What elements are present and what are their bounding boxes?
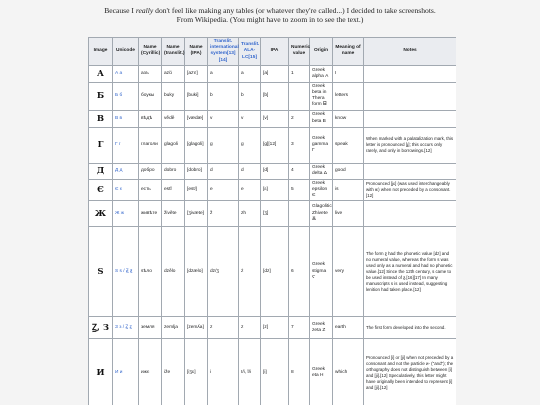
cell-name-cyrillic: живѣте	[139, 201, 162, 227]
cell-name-ipa: [dzælo]	[185, 227, 208, 317]
cell-image: Ꙁ, З	[89, 317, 113, 339]
cell-image: Ж	[89, 201, 113, 227]
column-header-numeric-value: Numeric value	[289, 38, 310, 66]
cell-meaning: which	[333, 339, 364, 405]
intro-line-1-end: don't feel like making any tables (or whatever they're called...) I decided to take screenshots.	[153, 6, 436, 15]
cell-translit-intl: a	[208, 65, 239, 82]
cyrillic-letters-table-screenshot	[88, 37, 456, 405]
cell-origin[interactable]: Greek epsilon Є	[310, 179, 333, 201]
table-row	[89, 82, 457, 110]
cell-notes	[364, 82, 457, 110]
cell-numeric-value: 8	[289, 339, 310, 405]
cell-numeric-value: 4	[289, 163, 310, 179]
cell-origin[interactable]: Greek beta Β	[310, 110, 333, 127]
cell-notes: Pronounced [i] or [ji] when not preceded by a consonant and not the particle и- ("and"); the orthography does not distinguish between [i] and [ji].[12] Speculatively, this letter might have originally been intended to represent [i] and [ji].[12]	[364, 339, 457, 405]
cell-image: Г	[89, 127, 113, 163]
cell-ipa: [dz]	[261, 227, 289, 317]
intro-line-2: From Wikipedia. (You might have to zoom in to see the text.)	[176, 15, 364, 24]
cell-unicode[interactable]: Б б	[113, 82, 139, 110]
cell-numeric-value	[289, 82, 310, 110]
cell-name-translit: dobro	[162, 163, 185, 179]
cell-origin[interactable]: Glagolitic Zhivete Ⰶ	[310, 201, 333, 227]
table-row	[89, 179, 457, 201]
cell-image: И	[89, 339, 113, 405]
cell-origin[interactable]: Greek gamma Γ	[310, 127, 333, 163]
cell-name-translit: zemlja	[162, 317, 185, 339]
cell-translit-intl: b	[208, 82, 239, 110]
cell-notes	[364, 110, 457, 127]
cell-meaning: letters	[333, 82, 364, 110]
cell-unicode[interactable]: А а	[113, 65, 139, 82]
column-header-ipa: IPA	[261, 38, 289, 66]
cell-translit-alalc: e	[239, 179, 261, 201]
cell-translit-intl: d	[208, 163, 239, 179]
cell-unicode[interactable]: Г г	[113, 127, 139, 163]
column-header-name-cyrillic: Name (Cyrillic)	[139, 38, 162, 66]
intro-text	[0, 6, 540, 24]
cell-ipa: [z]	[261, 317, 289, 339]
cell-meaning: is	[333, 179, 364, 201]
cell-translit-intl: e	[208, 179, 239, 201]
cell-name-translit: buky	[162, 82, 185, 110]
column-header-meaning: Meaning of name	[333, 38, 364, 66]
cell-name-cyrillic: азъ	[139, 65, 162, 82]
column-header-name-translit: Name (translit.)	[162, 38, 185, 66]
cell-numeric-value: 6	[289, 227, 310, 317]
column-header-translit-alalc: Translit. ALA-LC[15]	[239, 38, 261, 66]
cell-meaning: good	[333, 163, 364, 179]
cell-name-ipa: [dobro]	[185, 163, 208, 179]
cell-translit-alalc: ī/i, ĭ/i	[239, 339, 261, 405]
table-row	[89, 163, 457, 179]
cell-origin[interactable]: Greek zeta Ζ	[310, 317, 333, 339]
cell-translit-intl: z	[208, 317, 239, 339]
column-header-origin: Origin	[310, 38, 333, 66]
table-row	[89, 227, 457, 317]
cell-name-translit: dzělo	[162, 227, 185, 317]
cell-unicode[interactable]: З з / Ꙁ ꙁ	[113, 317, 139, 339]
cell-origin[interactable]: Greek alpha Α	[310, 65, 333, 82]
cell-name-ipa: [glagoli]	[185, 127, 208, 163]
cell-numeric-value: 3	[289, 127, 310, 163]
cell-ipa: [v]	[261, 110, 289, 127]
cell-translit-intl: i	[208, 339, 239, 405]
intro-line-1-start: Because I	[104, 6, 136, 15]
cell-translit-intl: ž	[208, 201, 239, 227]
table-header-row	[89, 38, 457, 66]
cell-image: Б	[89, 82, 113, 110]
column-header-translit-intl: Translit. international system[13][14]	[208, 38, 239, 66]
cell-meaning: earth	[333, 317, 364, 339]
cell-name-ipa: [azɤ]	[185, 65, 208, 82]
cell-name-translit: iže	[162, 339, 185, 405]
table-row	[89, 110, 457, 127]
cell-origin[interactable]: Greek delta Δ	[310, 163, 333, 179]
cyrillic-letters-table	[88, 37, 456, 405]
cell-meaning: live	[333, 201, 364, 227]
cell-image: Ѕ	[89, 227, 113, 317]
column-header-name-ipa: Name (IPA)	[185, 38, 208, 66]
cell-unicode[interactable]: Є є	[113, 179, 139, 201]
cell-numeric-value: 5	[289, 179, 310, 201]
cell-translit-intl: g	[208, 127, 239, 163]
cell-name-ipa: [bukɨ]	[185, 82, 208, 110]
cell-translit-alalc: a	[239, 65, 261, 82]
cell-ipa: [b]	[261, 82, 289, 110]
cell-numeric-value	[289, 201, 310, 227]
cell-origin[interactable]: Greek stigma Ϛ	[310, 227, 333, 317]
cell-ipa: [d]	[261, 163, 289, 179]
cell-numeric-value: 2	[289, 110, 310, 127]
cell-name-cyrillic: есть	[139, 179, 162, 201]
cell-notes	[364, 201, 457, 227]
table-row	[89, 127, 457, 163]
cell-meaning: I	[333, 65, 364, 82]
table-row	[89, 65, 457, 82]
cell-meaning: very	[333, 227, 364, 317]
cell-name-ipa: [zemʎa]	[185, 317, 208, 339]
cell-numeric-value: 1	[289, 65, 310, 82]
cell-name-ipa: [vædæ]	[185, 110, 208, 127]
cell-meaning: speak	[333, 127, 364, 163]
cell-unicode[interactable]: Ж ж	[113, 201, 139, 227]
table-body	[89, 65, 457, 405]
cell-notes: Pronounced [jɛ] (was used interchangeably with ѥ) when not preceded by a consonant.[12]	[364, 179, 457, 201]
cell-image: А	[89, 65, 113, 82]
cell-name-cyrillic: боукы	[139, 82, 162, 110]
cell-origin[interactable]: Greek beta in Thera form ᗺ	[310, 82, 333, 110]
cell-translit-alalc: ż	[239, 227, 261, 317]
cell-notes	[364, 65, 457, 82]
cell-unicode[interactable]: И и	[113, 339, 139, 405]
cell-image: Д	[89, 163, 113, 179]
cell-numeric-value: 7	[289, 317, 310, 339]
cell-name-cyrillic: добро	[139, 163, 162, 179]
cell-name-cyrillic: глаголи	[139, 127, 162, 163]
cell-translit-alalc: d	[239, 163, 261, 179]
cell-notes: The form ꙃ had the phonetic value [dz] and no numeral value, whereas the form ѕ was used only as a numeral and had no phonetic value.[12] Since the 12th century, ѕ came to be used instead of ꙃ.[16][17] In many manuscripts ѕ is used instead, suggesting lenition had taken place.[12]	[364, 227, 457, 317]
cell-ipa: [ɛ]	[261, 179, 289, 201]
cell-meaning: know	[333, 110, 364, 127]
cell-name-ipa: [iʒɛ]	[185, 339, 208, 405]
table-row	[89, 201, 457, 227]
cell-name-translit: živěte	[162, 201, 185, 227]
cell-name-translit: azŭ	[162, 65, 185, 82]
cell-translit-intl: dz/ʒ	[208, 227, 239, 317]
cell-unicode[interactable]: В в	[113, 110, 139, 127]
cell-name-translit: vědě	[162, 110, 185, 127]
cell-notes	[364, 163, 457, 179]
column-header-image: Image	[89, 38, 113, 66]
cell-name-translit: estĭ	[162, 179, 185, 201]
cell-name-ipa: [estʲ]	[185, 179, 208, 201]
table-row	[89, 339, 457, 405]
cell-name-ipa: [ʒivæte]	[185, 201, 208, 227]
cell-translit-intl: v	[208, 110, 239, 127]
cell-translit-alalc: z	[239, 317, 261, 339]
cell-origin[interactable]: Greek eta Η	[310, 339, 333, 405]
cell-notes: When marked with a palatalization mark, this letter is pronounced [ɟ]; this occurs only rarely, and only in borrowings.[12]	[364, 127, 457, 163]
cell-translit-alalc: g	[239, 127, 261, 163]
cell-image: В	[89, 110, 113, 127]
cell-ipa: [g][12]	[261, 127, 289, 163]
cell-translit-alalc: zh	[239, 201, 261, 227]
cell-translit-alalc: v	[239, 110, 261, 127]
cell-name-cyrillic: ижє	[139, 339, 162, 405]
cell-name-cyrillic: ѕѣло	[139, 227, 162, 317]
cell-translit-alalc: b	[239, 82, 261, 110]
cell-unicode[interactable]: Ѕ ѕ / Ꙃ ꙃ	[113, 227, 139, 317]
cell-name-translit: glagoli	[162, 127, 185, 163]
table-row	[89, 317, 457, 339]
cell-unicode[interactable]: Д д	[113, 163, 139, 179]
column-header-unicode: Unicode	[113, 38, 139, 66]
cell-notes: The first form developed into the second.	[364, 317, 457, 339]
cell-ipa: [a]	[261, 65, 289, 82]
cell-name-cyrillic: земля	[139, 317, 162, 339]
cell-image: Є	[89, 179, 113, 201]
intro-line-1	[0, 6, 540, 15]
intro-line-1-emphasis: really	[135, 6, 154, 15]
cell-ipa: [ʒ]	[261, 201, 289, 227]
cell-name-cyrillic: вѣдѣ	[139, 110, 162, 127]
column-header-notes: Notes	[364, 38, 457, 66]
cell-ipa: [i]	[261, 339, 289, 405]
